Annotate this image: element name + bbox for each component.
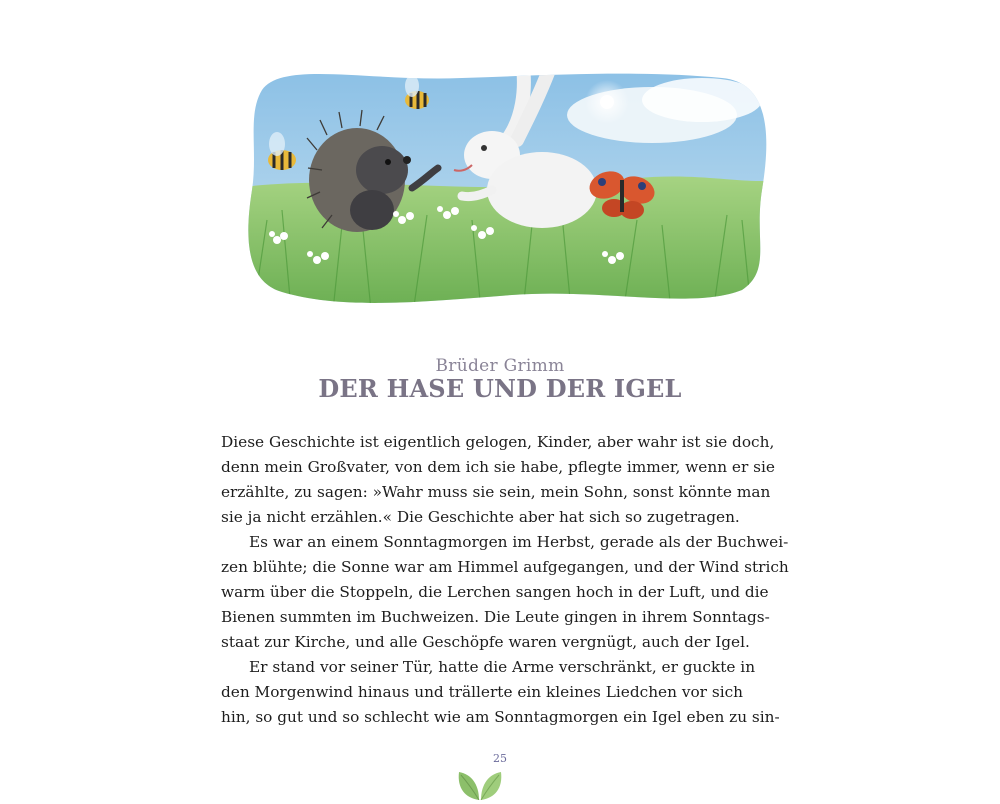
hare-and-hedgehog-illustration: [222, 20, 778, 340]
text-line: sie ja nicht erzählen.« Die Geschichte aber hat sich so zugetragen.: [221, 508, 740, 526]
text-line: Diese Geschichte ist eigentlich gelogen, Kinder, aber wahr ist sie doch,: [221, 433, 775, 451]
text-line: erzählte, zu sagen: »Wahr muss sie sein, mein Sohn, sonst könnte man: [221, 483, 771, 501]
text-line: Bienen summten im Buchweizen. Die Leute gingen in ihrem Sonntags-: [221, 608, 770, 626]
text-line: Es war an einem Sonntagmorgen im Herbst, gerade als der Buchwei-: [249, 533, 789, 551]
text-line: denn mein Großvater, von dem ich sie habe, pflegte immer, wenn er sie: [221, 458, 775, 476]
text-line: Er stand vor seiner Tür, hatte die Arme verschränkt, er guckte in: [249, 658, 756, 676]
leaf-ornament-icon: [455, 766, 505, 800]
story-text: [221, 430, 789, 730]
text-line: zen blühte; die Sonne war am Himmel aufgegangen, und der Wind strich: [221, 558, 789, 576]
meadow-scene: [222, 20, 778, 340]
text-line: warm über die Stoppeln, die Lerchen sangen hoch in der Luft, und die: [221, 583, 769, 601]
page-number: 25: [493, 752, 507, 765]
text-line: den Morgenwind hinaus und trällerte ein kleines Liedchen vor sich: [221, 683, 744, 701]
text-line: staat zur Kirche, und alle Geschöpfe waren vergnügt, auch der Igel.: [221, 633, 750, 651]
author-name: Brüder Grimm: [435, 356, 565, 376]
text-line: hin, so gut und so schlecht wie am Sonntagmorgen ein Igel eben zu sin-: [221, 708, 780, 726]
story-title: DER HASE UND DER IGEL: [318, 374, 682, 403]
